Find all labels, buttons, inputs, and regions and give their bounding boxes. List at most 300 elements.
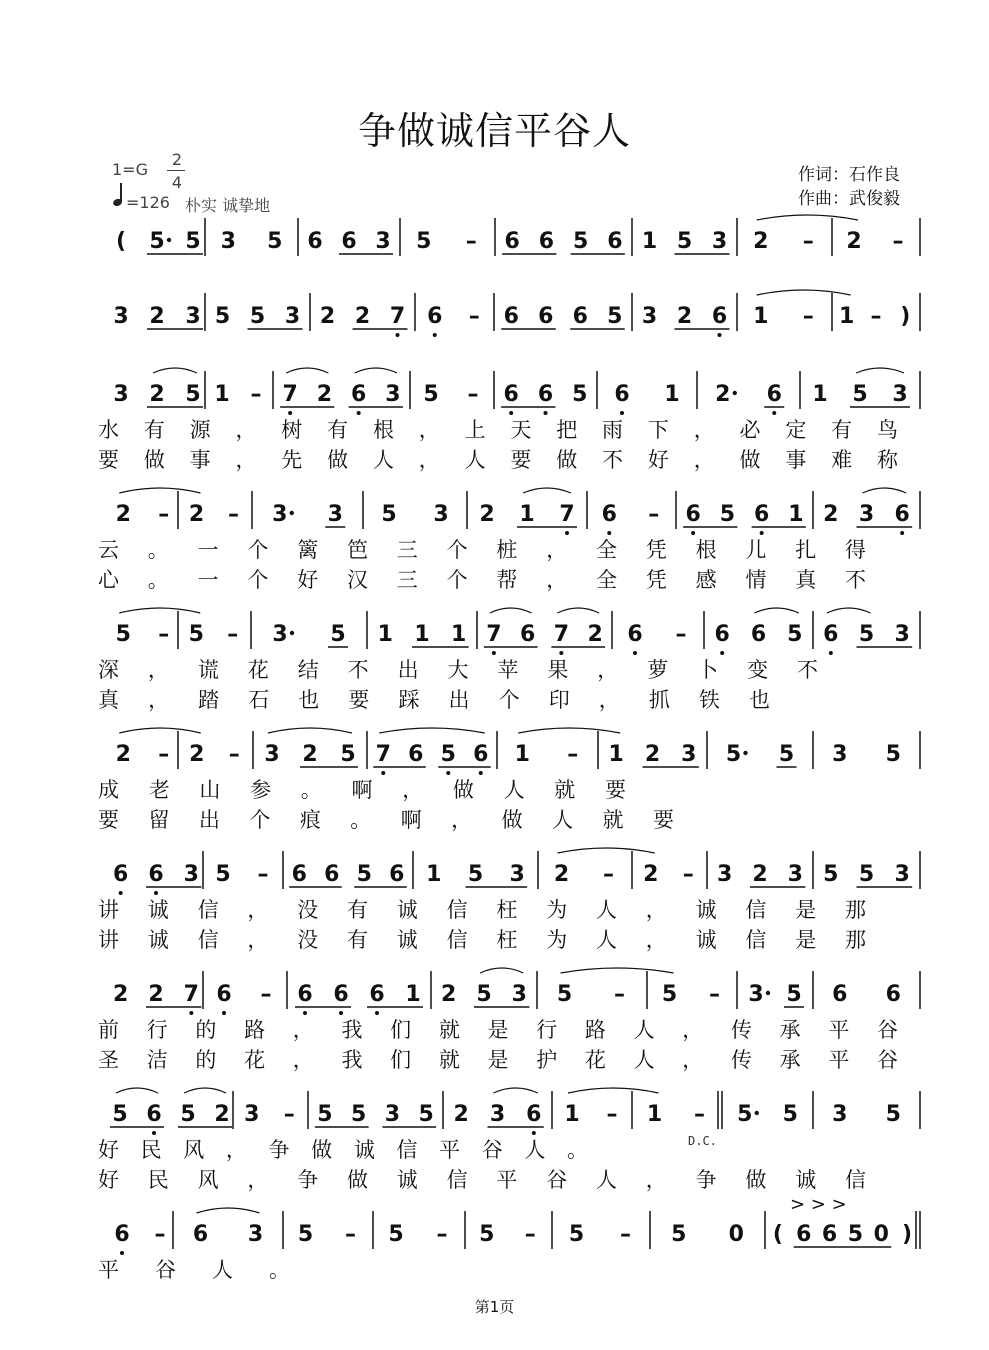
note: 6 <box>389 862 405 887</box>
note: – <box>870 304 882 329</box>
note: – <box>614 982 625 1007</box>
note: – <box>154 1222 166 1247</box>
note: 5 <box>568 1222 585 1247</box>
note: 1 <box>564 1102 580 1127</box>
tie-arc <box>153 368 197 373</box>
expression-marking: 朴实 诚挚地 <box>185 196 271 215</box>
note: – <box>158 622 170 647</box>
note: 5 <box>852 382 868 407</box>
tie-arc <box>480 968 523 973</box>
note: – <box>465 229 477 254</box>
low-octave-dot <box>607 531 611 535</box>
note: 1 <box>839 304 855 329</box>
low-octave-dot <box>900 531 904 535</box>
low-octave-dot <box>772 411 776 415</box>
note: 3 <box>748 982 764 1007</box>
score-row <box>98 368 920 473</box>
note: 6 <box>192 1222 209 1247</box>
low-octave-dot <box>303 1011 307 1015</box>
note: 6 <box>503 304 519 329</box>
note: 5 <box>725 742 742 767</box>
lyric-line: 成老山参。啊，做人就要 <box>98 778 626 802</box>
note: 6 <box>753 502 770 527</box>
tie-arc <box>119 608 200 613</box>
note: 2 <box>823 502 839 527</box>
note: 1 <box>646 1102 663 1127</box>
note: – <box>694 1102 705 1127</box>
note: 3 <box>787 862 803 887</box>
low-octave-dot <box>565 531 569 535</box>
lyric-line: 圣洁的花，我们就是护花人，传承平谷 <box>98 1048 898 1072</box>
tie-arc <box>755 608 799 613</box>
note: 2 <box>587 622 603 647</box>
note: 6 <box>297 982 313 1007</box>
low-octave-dot <box>829 651 833 655</box>
note: 2 <box>553 862 570 887</box>
note: 7 <box>282 382 298 407</box>
tie-arc <box>184 1088 226 1093</box>
low-octave-dot <box>152 1131 156 1135</box>
note: 5 <box>418 1102 434 1127</box>
note: 5 <box>185 229 201 254</box>
note: 1 <box>608 742 624 767</box>
note: 6 <box>750 622 767 647</box>
page-number: 第1页 <box>474 1298 515 1316</box>
key-signature: 1=G <box>112 160 148 179</box>
note: – <box>606 1102 618 1127</box>
lyric-line: 好民风，争做诚信平谷人，争做诚信 <box>98 1168 866 1192</box>
note: 6 <box>427 304 443 329</box>
note: 3 <box>433 502 449 527</box>
low-octave-dot <box>375 1011 379 1015</box>
low-octave-dot <box>120 1251 124 1255</box>
note: 5 <box>676 229 693 254</box>
note: 2 <box>115 502 131 527</box>
lyric-line: 要做事，先做人，人要做不好，做事难称 <box>98 448 898 472</box>
note: 1 <box>641 229 658 254</box>
note: 6 <box>627 622 643 647</box>
note: 5 <box>858 862 875 887</box>
note: 5 <box>350 1102 367 1127</box>
note: 5 <box>782 1102 798 1127</box>
note: 6 <box>350 382 367 407</box>
tie-arc <box>355 368 397 373</box>
low-octave-dot <box>691 531 695 535</box>
score-row <box>98 728 920 833</box>
note: 2 <box>676 304 693 329</box>
composer-credit: 作曲：武俊毅 <box>798 189 900 209</box>
note: 5 <box>847 1222 864 1247</box>
note: 2 <box>453 1102 469 1127</box>
note: 5 <box>719 502 736 527</box>
low-octave-dot <box>544 411 548 415</box>
note: 1 <box>451 622 467 647</box>
note: 5 <box>440 742 456 767</box>
note: 5 <box>737 1102 753 1127</box>
note: 6 <box>607 229 623 254</box>
note: 1 <box>405 982 421 1007</box>
score-row <box>98 968 920 1073</box>
note: 6 <box>341 229 357 254</box>
note: 6 <box>614 382 630 407</box>
note: 5 <box>661 982 678 1007</box>
note: 5 <box>416 229 432 254</box>
tempo-marking: =126 <box>126 193 170 212</box>
augmentation-dot <box>755 1111 759 1115</box>
low-octave-dot <box>532 1131 536 1135</box>
note: – <box>709 982 720 1007</box>
augmentation-dot <box>743 751 747 755</box>
note: 3 <box>113 304 129 329</box>
note: 6 <box>821 1222 838 1247</box>
note: 2 <box>316 382 333 407</box>
note: 6 <box>324 862 340 887</box>
note: 6 <box>823 622 839 647</box>
note: – <box>892 229 904 254</box>
note: 7 <box>553 622 570 647</box>
note: 6 <box>503 382 519 407</box>
note: 6 <box>216 982 232 1007</box>
note: 5 <box>340 742 356 767</box>
note: 2 <box>752 862 768 887</box>
note: – <box>802 304 814 329</box>
note: 3 <box>284 304 301 329</box>
note: 5 <box>885 1102 901 1127</box>
tie-arc <box>286 368 328 373</box>
tie-arc <box>116 1088 158 1093</box>
note: 5 <box>787 622 803 647</box>
augmentation-dot <box>290 511 294 515</box>
bracket: ) <box>900 304 911 329</box>
low-octave-dot <box>479 771 483 775</box>
low-octave-dot <box>357 411 361 415</box>
score-row <box>113 290 920 337</box>
note: 6 <box>504 229 520 254</box>
note: 0 <box>728 1222 744 1247</box>
note: 1 <box>788 502 804 527</box>
note: 7 <box>183 982 199 1007</box>
note: 2 <box>188 502 205 527</box>
note: 5 <box>858 622 875 647</box>
low-octave-dot <box>189 1011 193 1015</box>
lyric-line: 讲诚信，没有诚信枉为人，诚信是那 <box>98 898 866 922</box>
low-octave-dot <box>718 333 722 337</box>
note: 5 <box>267 229 283 254</box>
note: 3 <box>858 502 875 527</box>
note: 6 <box>473 742 489 767</box>
note: – <box>260 982 272 1007</box>
note: 2 <box>715 382 731 407</box>
tie-arc <box>561 968 674 973</box>
note: 5 <box>607 304 623 329</box>
low-octave-dot <box>119 891 123 895</box>
note: 2 <box>846 229 862 254</box>
tie-arc <box>490 608 532 613</box>
tie-arc <box>827 608 871 613</box>
note: 1 <box>214 382 230 407</box>
score-row <box>98 1208 920 1282</box>
note: 5 <box>556 982 573 1007</box>
low-octave-dot <box>492 651 496 655</box>
note: – <box>603 862 614 887</box>
bracket: ( <box>115 229 127 254</box>
note: 7 <box>559 502 575 527</box>
note: 6 <box>146 1102 162 1127</box>
note: 1 <box>414 622 430 647</box>
note: 6 <box>408 742 424 767</box>
note: 5 <box>572 229 589 254</box>
time-signature-numerator: 2 <box>171 150 183 169</box>
note: 6 <box>894 502 910 527</box>
note: 5 <box>330 622 346 647</box>
note: – <box>257 862 269 887</box>
note: 3 <box>185 304 201 329</box>
lyric-line: 心。一个好汉三个帮，全凭感情真不 <box>98 568 866 592</box>
low-octave-dot <box>760 531 764 535</box>
note: 2 <box>441 982 457 1007</box>
note: 6 <box>796 1222 812 1247</box>
note: 5 <box>381 502 397 527</box>
note: 3 <box>220 229 236 254</box>
augmentation-dot <box>167 238 171 242</box>
note: 3 <box>641 304 658 329</box>
note: 2 <box>302 742 318 767</box>
note: 6 <box>711 304 728 329</box>
tie-arc <box>119 488 200 493</box>
note: 5 <box>149 229 165 254</box>
note: 3 <box>489 1102 506 1127</box>
tie-arc <box>119 728 201 733</box>
note: 5 <box>823 862 839 887</box>
augmentation-dot <box>766 991 770 995</box>
note: 2 <box>149 304 165 329</box>
note: 5 <box>467 862 484 887</box>
lyric-line: 真，踏石也要踩出个印，抓铁也 <box>98 688 770 712</box>
note: 3 <box>832 1102 848 1127</box>
note: 5 <box>786 982 802 1007</box>
note: 3 <box>894 862 910 887</box>
note: – <box>436 1222 448 1247</box>
bracket: ) <box>902 1222 913 1247</box>
note: – <box>283 1102 295 1127</box>
tie-arc <box>757 290 851 295</box>
note: 2 <box>644 742 661 767</box>
note: 3 <box>711 229 728 254</box>
low-octave-dot <box>433 333 437 337</box>
note: 6 <box>291 862 307 887</box>
note: – <box>228 502 239 527</box>
accent-marks: > > > <box>790 1194 847 1215</box>
note: 5 <box>356 862 372 887</box>
note: – <box>227 622 239 647</box>
note: 5 <box>317 1102 333 1127</box>
song-title: 争做诚信平谷人 <box>357 109 631 153</box>
lyric-line: 前行的路，我们就是行路人，传承平谷 <box>98 1018 898 1042</box>
tie-arc <box>757 215 858 220</box>
note: 3 <box>509 862 525 887</box>
lyric-line: 好民风，争做诚信平谷人。 <box>98 1138 588 1162</box>
low-octave-dot <box>720 651 724 655</box>
augmentation-dot <box>733 391 737 395</box>
lyric-line: 平谷人。 <box>98 1258 290 1282</box>
note: 5 <box>180 1102 196 1127</box>
note: 5 <box>112 1102 128 1127</box>
note: 5 <box>297 1222 314 1247</box>
note: 5 <box>249 304 266 329</box>
note: 6 <box>526 1102 542 1127</box>
note: – <box>228 742 240 767</box>
note: 7 <box>486 622 502 647</box>
note: 5 <box>479 1222 495 1247</box>
note: 1 <box>664 382 680 407</box>
note: 3 <box>894 622 910 647</box>
note: 1 <box>514 742 530 767</box>
low-octave-dot <box>509 411 513 415</box>
note: – <box>158 742 170 767</box>
note: – <box>802 229 814 254</box>
low-octave-dot <box>381 771 385 775</box>
tie-arc <box>518 728 620 733</box>
note: 5 <box>476 982 492 1007</box>
note: 2 <box>354 304 371 329</box>
tie-arc <box>523 488 571 493</box>
note: 3 <box>375 229 391 254</box>
note: 1 <box>426 862 442 887</box>
note: 0 <box>873 1222 889 1247</box>
note: 3 <box>183 862 199 887</box>
note: 2 <box>189 742 205 767</box>
tie-arc <box>379 728 485 733</box>
note: – <box>648 502 660 527</box>
low-octave-dot <box>633 651 637 655</box>
tie-arc <box>557 608 599 613</box>
note: 1 <box>812 382 828 407</box>
note: 2 <box>753 229 769 254</box>
note: 5 <box>214 304 231 329</box>
note: 2 <box>479 502 495 527</box>
lyric-line: 讲诚信，没有诚信枉为人，诚信是那 <box>98 928 866 952</box>
note: 5 <box>188 622 204 647</box>
note: 5 <box>185 382 201 407</box>
note: 7 <box>389 304 406 329</box>
low-octave-dot <box>288 411 292 415</box>
note: 5 <box>423 382 439 407</box>
lyric-line: 深，谎花结不出大苹果，萝卜变不 <box>98 658 818 682</box>
tie-arc <box>863 488 907 493</box>
note: 3 <box>681 742 697 767</box>
note: 6 <box>307 229 323 254</box>
low-octave-dot <box>620 411 624 415</box>
note: 3 <box>511 982 527 1007</box>
low-octave-dot <box>396 333 400 337</box>
note: – <box>468 304 480 329</box>
lyric-line: 云。一个篱笆三个桩，全凭根儿扎得 <box>98 538 866 562</box>
score-row <box>98 848 920 953</box>
note: 2 <box>643 862 659 887</box>
note: 3 <box>717 862 733 887</box>
note: 3 <box>113 382 129 407</box>
note: 6 <box>113 862 129 887</box>
note: 3 <box>244 1102 260 1127</box>
note: 1 <box>519 502 535 527</box>
note: 6 <box>572 304 588 329</box>
note: 3 <box>832 742 848 767</box>
score-row <box>116 215 920 256</box>
note: 6 <box>519 622 536 647</box>
note: 3 <box>247 1222 264 1247</box>
note: 3 <box>385 382 401 407</box>
low-octave-dot <box>339 1011 343 1015</box>
note: 1 <box>377 622 393 647</box>
lyricist-credit: 作词：石作良 <box>798 165 900 185</box>
tie-arc <box>494 1088 538 1093</box>
note: 5 <box>885 742 901 767</box>
note: 3 <box>272 622 288 647</box>
tie-arc <box>856 368 904 373</box>
note: 5 <box>115 622 131 647</box>
lyric-line: 水有源，树有根，上天把雨下，必定有鸟 <box>98 418 898 442</box>
note: 2 <box>319 304 336 329</box>
note: – <box>524 1222 536 1247</box>
note: 6 <box>537 382 554 407</box>
note: 6 <box>538 304 554 329</box>
note: 6 <box>538 229 555 254</box>
low-octave-dot <box>222 1011 226 1015</box>
note: – <box>675 622 687 647</box>
note: 3 <box>384 1102 401 1127</box>
note: 7 <box>375 742 391 767</box>
score-row <box>98 488 920 593</box>
note: – <box>467 382 479 407</box>
note: – <box>620 1222 631 1247</box>
tie-arc <box>558 848 655 853</box>
low-octave-dot <box>559 651 563 655</box>
note: 1 <box>753 304 769 329</box>
note: 2 <box>113 982 129 1007</box>
tie-arc <box>568 1088 659 1093</box>
lyric-line: 要留出个痕。啊，做人就要 <box>98 808 674 832</box>
note: 2 <box>149 382 165 407</box>
note: 3 <box>327 502 343 527</box>
note: 5 <box>778 742 795 767</box>
note: – <box>567 742 579 767</box>
note: 6 <box>766 382 782 407</box>
tie-arc <box>268 728 352 733</box>
note: 2 <box>148 982 164 1007</box>
note: 5 <box>215 862 231 887</box>
note: – <box>682 862 694 887</box>
low-octave-dot <box>446 771 450 775</box>
note: 6 <box>333 982 349 1007</box>
note: 2 <box>214 1102 230 1127</box>
note: 2 <box>115 742 131 767</box>
augmentation-dot <box>290 631 294 635</box>
note: – <box>158 502 170 527</box>
note: 6 <box>685 502 701 527</box>
time-signature-denominator: 4 <box>171 173 183 192</box>
score-row <box>98 608 920 713</box>
note: 6 <box>148 862 164 887</box>
note: 6 <box>714 622 730 647</box>
note: – <box>345 1222 356 1247</box>
note: 5 <box>388 1222 404 1247</box>
note: 5 <box>671 1222 687 1247</box>
tie-arc <box>197 1208 260 1213</box>
note: 3 <box>272 502 288 527</box>
note: 3 <box>892 382 908 407</box>
note: – <box>250 382 262 407</box>
score-row <box>98 1088 920 1193</box>
